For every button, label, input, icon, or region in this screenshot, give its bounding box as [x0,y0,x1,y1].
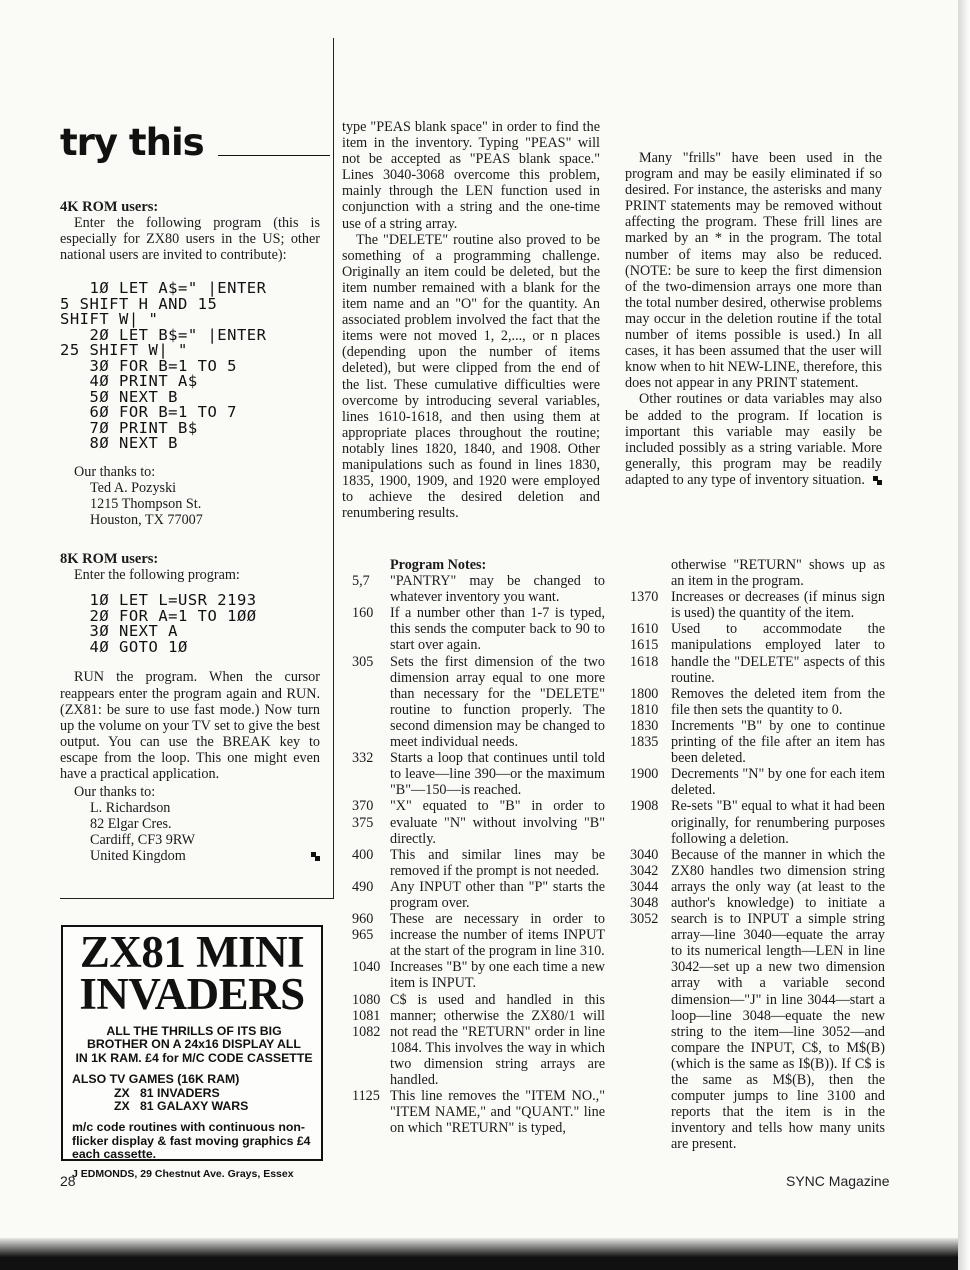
program-notes-heading: Program Notes: [390,557,487,573]
note-row [630,798,885,846]
address-line: 1215 Thompson St. [90,496,202,513]
note-row [352,798,605,846]
note-line-number: 960 965 [352,911,374,944]
ad-also-heading: ALSO TV GAMES (16K RAM) [72,1072,240,1087]
note-row [352,605,605,653]
address-line: L. Richardson [90,800,171,817]
note-row [630,766,885,798]
note-text: Starts a loop that continues until told to leave—line 390—or the maximum "B"—150—is reached. [390,750,605,799]
address-line: Cardiff, CF3 9RW [90,832,195,849]
address-line: United Kingdom [90,848,320,864]
end-mark-icon [873,476,882,485]
thanks1-label: Our thanks to: [74,463,156,480]
note-line-number: 1900 [630,766,659,783]
note-text: "X" equated to "B" in order to evaluate "N" without involving "B" directly. [390,798,605,847]
advertisement-box [61,925,323,1180]
note-line-number: 1080 1081 1082 [352,991,381,1040]
note-line-number: 3040 3042 3044 3048 3052 [630,846,659,928]
note-line-number: 370 375 [352,798,374,831]
ad-address: J EDMONDS, 29 Chestnut Ave. Grays, Essex [72,1167,294,1180]
note-row [352,847,605,879]
note-row [352,654,605,751]
page-edge-right [958,0,970,1270]
heading-rule [218,155,330,156]
try-this-logo: try this [60,121,204,164]
page-edge-bottom [0,1238,970,1270]
note-text: Decrements "N" by one for each item deleted. [671,766,885,799]
ad-mc-text: m/c code routines with continuous non-flicker display & fast moving graphics £4 each cassette. [72,1120,311,1162]
note-row [630,621,885,685]
note-text: Sets the first dimension of the two dimension array equal to one more than necessary for the "DELETE" routine to function properly. The second dimension may be changed to meet individual needs. [390,653,605,751]
note-row [630,589,885,621]
thanks2-address [60,800,320,864]
note-row [630,686,885,718]
ad-title: ZX81 MINI INVADERS [79,927,305,1019]
rom4-intro: Enter the following program (this is especially for ZX80 users in the US; other national users are invited to contribute): [60,215,320,264]
note-text: Increments "B" by one to continue printing of the file after an item has been deleted. [671,717,885,767]
note-row [630,718,885,766]
rom4-heading: 4K ROM users: [60,199,159,215]
program-notes-right [630,557,885,1152]
column-divider-1 [333,38,334,898]
page-number: 28 [60,1173,76,1189]
paragraph: The "DELETE" routine also proved to be something of a programming challenge. Originally an item could be deleted, but the item number remained with a blank for the item name and an "O" for the quantity. An associated problem involved the fact that the items were not moved 1, 2,..., or n places (depending upon the number of items deleted), but were clipped from the end of the list. These cumulative difficulties were overcome by introducing several variables, lines 1610-1618, and then using them at appropriate places throughout the routine; notably lines 1820, 1840, and 1908. Other manipulations such as found in lines 1830, 1835, 1900, 1909, and 1920 were employed to achieve the desired deletion and renumbering results. [342,231,600,522]
notes-list [352,573,605,1136]
note-line-number: 1370 [630,589,659,606]
note-line-number: 1800 1810 [630,685,659,718]
thanks2-label: Our thanks to: [74,784,156,801]
note-row [352,573,605,605]
note-row [352,959,605,991]
paragraph: Many "frills" have been used in the program and may be easily eliminated if so desired. For instance, the asterisks and many PRINT statements may be removed without affecting the program. These frill lines are marked by an * in the program. The total number of items may also be reduced. (NOTE: be sure to keep the first dimension of the two-dimension arrays one more than the total number desired, otherwise problems may occur in the deletion routine if the total number of items possible is used.) In all cases, it has been assumed that the user will know when to hit NEW-LINE, therefore, this does not appear in any PRINT statement. [625,150,882,392]
ad-line: ALL THE THRILLS OF ITS BIG [106,1024,282,1038]
note-text: Because of the manner in which the ZX80 handles two dimension string arrays the only way (at least to the author's knowledge) to initiate a search is to INPUT a simple string array—line 3040—equate the array to its numerical length—LEN in line 3042—set up a new two dimension array with a variable second dimension—"J" in line 3044—start a loop—line 3048—equate the new string to the item—line 3052—and compare the INPUT, C$, to M$(B) (which is the same as I$(B)). If C$ is the same as M$(B), then the computer jumps to line 3100 and reports that the item is in the inventory and tells how many units are present. [671,846,885,1153]
note-text: Used to accommodate the manipulations employed later to handle the "DELETE" aspects of this routine. [671,621,885,686]
note-row [352,911,605,959]
ad-line: BROTHER ON A 24x16 DISPLAY ALL [87,1037,301,1052]
note-text: Increases "B" by one each time a new item is INPUT. [390,959,605,992]
ad-line: IN 1K RAM. £4 for M/C CODE CASSETTE [75,1050,313,1065]
rom8-intro: Enter the following program: [74,567,240,584]
note-row [630,847,885,1153]
note-text: If a number other than 1-7 is typed, this sends the computer back to 90 to start over again. [390,605,605,654]
program-notes-left [352,557,605,1136]
rom8-body: RUN the program. When the cursor reappears enter the program again and RUN. (ZX81: be sure to use fast mode.) Now turn up the volume on your TV set to give the best output. You can use the BREAK key to escape from the loop. This one might even have a practical application. [60,669,320,782]
note-text: Increases or decreases (if minus sign is used) the quantity of the item. [671,589,885,622]
note-row [352,992,605,1089]
rom8-code-listing: 1Ø LET L=USR 2193 2Ø FOR A=1 TO 1ØØ 3Ø NEXT A 4Ø GOTO 1Ø [89,591,257,656]
note-line-number: 400 [352,846,374,863]
note-text: Removes the deleted item from the file then sets the quantity to 0. [671,685,885,718]
note-text: "PANTRY" may be changed to whatever inventory you want. [390,573,605,606]
note-line-number: 1610 1615 1618 [630,621,659,670]
notes-list [630,589,885,1152]
column-bottom-rule [60,898,334,899]
ad-game: ZX 81 INVADERS [114,1085,220,1100]
note-text: This and similar lines may be removed if the prompt is not needed. [390,846,605,879]
note-line-number: 5,7 [352,573,370,590]
ad-game: ZX 81 GALAXY WARS [114,1099,249,1114]
address-line: Ted A. Pozyski [90,479,177,496]
note-text: These are necessary in order to increase the number of items INPUT at the start of the program in line 310. [390,911,605,960]
note-line-number: 332 [352,750,374,767]
note-line-number: 305 [352,653,374,670]
note-row [352,879,605,911]
note-line-number: 1908 [630,798,659,815]
paragraph: Other routines or data variables may also be added to the program. If location is important this variable may easily be included possibly as a string variable. More generally, this program may be readily adapted to any type of inventory situation. [625,391,882,488]
note-text: Re-sets "B" equal to what it had been originally, for renumbering purposes following a deletion. [671,798,885,847]
column-left [60,199,320,865]
end-mark-icon [311,852,320,861]
column-middle-text [342,119,600,521]
rom4-code-listing: 1Ø LET A$=" |ENTER 5 SHIFT H AND 15 SHIFT W| " 2Ø LET B$=" |ENTER 25 SHIFT W| " 3Ø FOR B=1 TO 5 4Ø PRINT A$ 5Ø NEXT B 6Ø FOR B=1 TO 7 7Ø PRINT B$ 8Ø NEXT B [60,279,267,453]
note-line-number: 1040 [352,959,381,976]
note-row [352,1088,605,1136]
note-row [352,750,605,798]
thanks1-address [60,480,320,528]
column-right-text [625,150,882,488]
note-text: Any INPUT other than "P" starts the program over. [390,878,605,911]
paragraph: type "PEAS blank space" in order to find the item in the inventory. Typing "PEAS" will not be accepted as "PEAS blank space." Lines 3040-3068 overcome this problem, mainly through the LEN function used in conjunction with a string and the one-time use of a string array. [342,119,600,232]
note-line-number: 160 [352,605,374,622]
note-text: This line removes the "ITEM NO.," "ITEM NAME," and "QUANT." line on which "RETURN" is typed, [390,1088,605,1137]
magazine-name: SYNC Magazine [786,1173,890,1189]
note-text: C$ is used and handled in this manner; otherwise the ZX80/1 will not read the "RETURN" order in line 1084. This involves the way in which two dimension string arrays are handled. [390,991,605,1088]
ad-body [72,1025,316,1181]
rom8-heading: 8K ROM users: [60,551,159,568]
note-line-number: 1830 1835 [630,717,659,751]
note-line-number: 490 [352,878,374,895]
notes-continuation: otherwise "RETURN" shows up as an item in the program. [671,557,885,590]
section-heading [60,121,330,164]
note-line-number: 1125 [352,1088,380,1105]
address-line: 82 Elgar Cres. [90,816,172,833]
address-line: Houston, TX 77007 [90,512,203,529]
